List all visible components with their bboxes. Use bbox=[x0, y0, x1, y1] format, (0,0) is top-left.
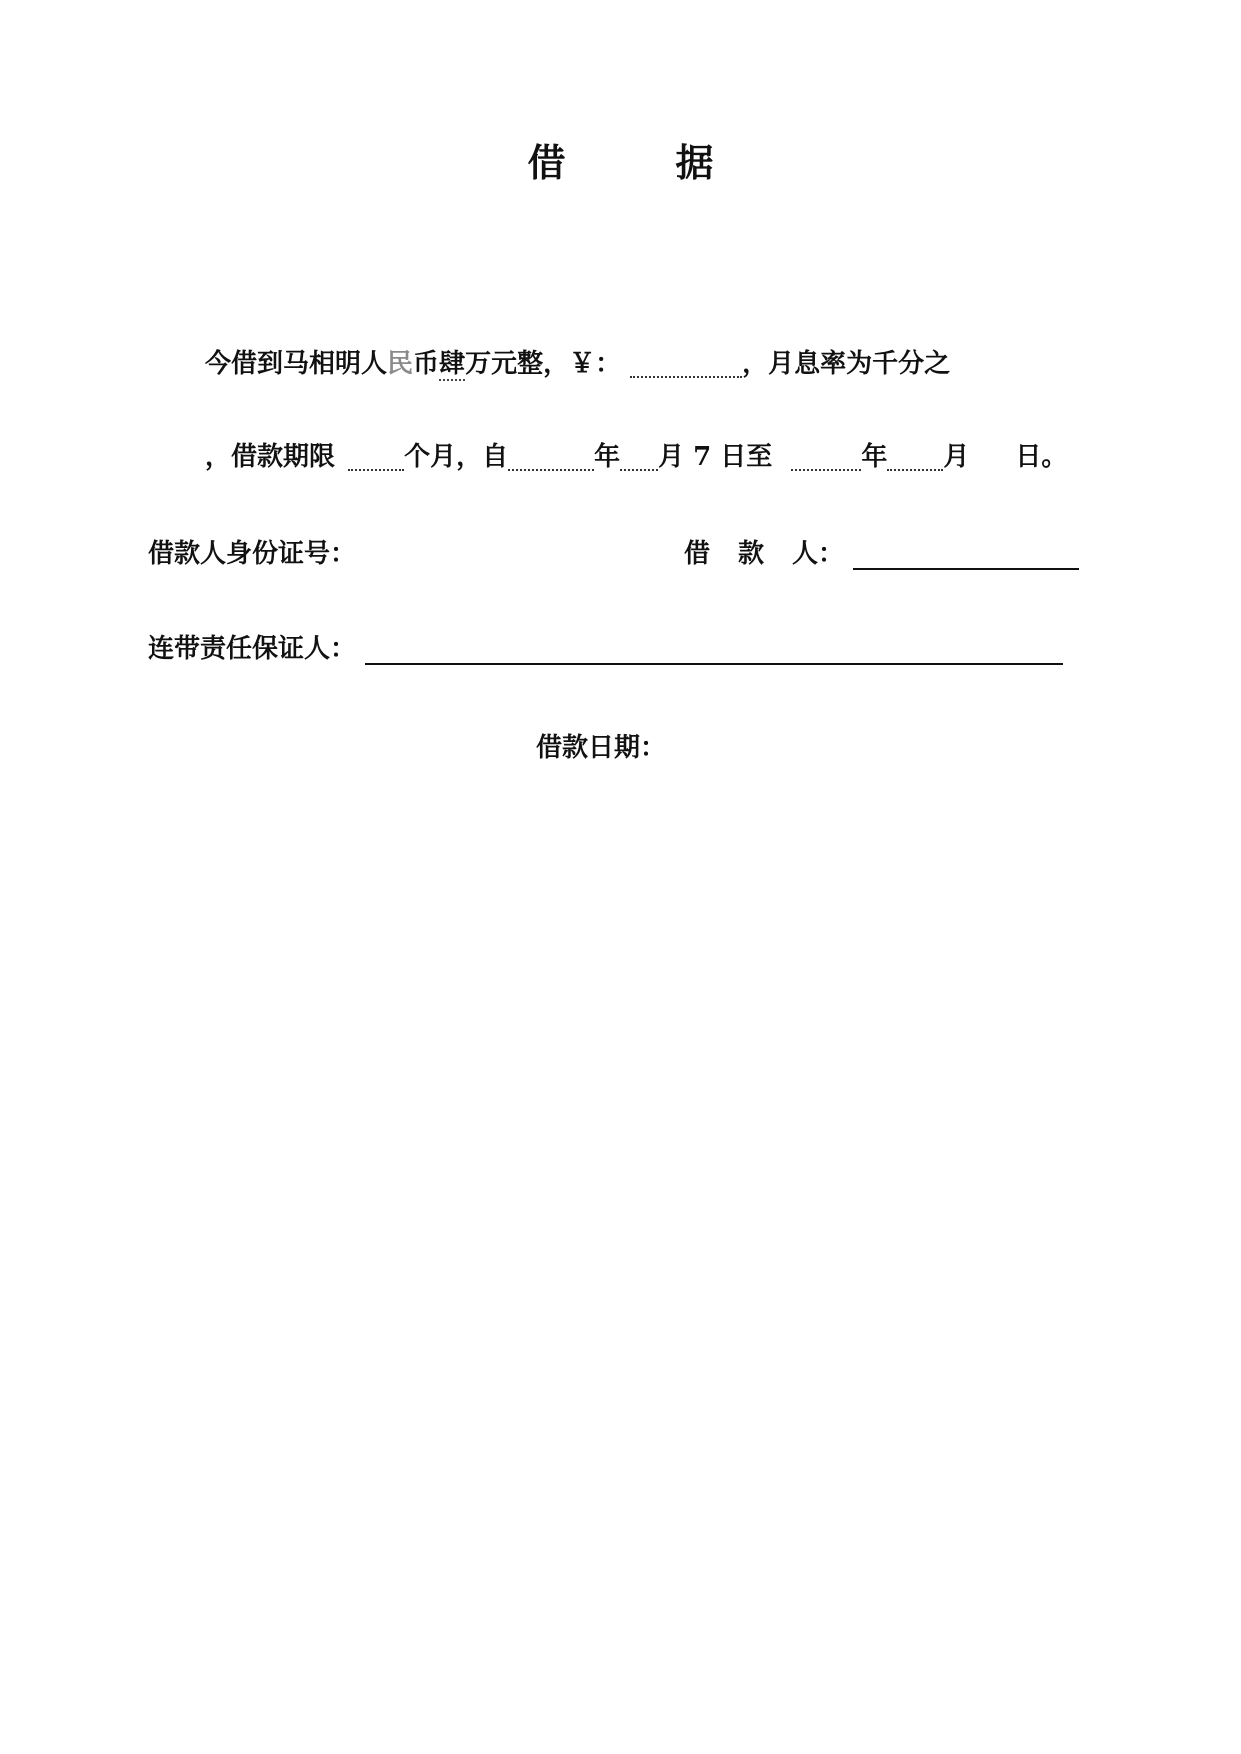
loan-statement-line-2 bbox=[205, 440, 1067, 474]
end-year-blank[interactable] bbox=[791, 441, 861, 471]
term-months-blank[interactable] bbox=[348, 441, 404, 471]
loan-text-month-2: 月 bbox=[943, 442, 970, 472]
title-char-left: 借 bbox=[527, 141, 566, 185]
borrower-signature-line[interactable] bbox=[853, 540, 1079, 570]
borrower-label-char-1: 借 bbox=[684, 539, 711, 569]
loan-date-label: 借款日期： bbox=[536, 733, 667, 763]
loan-text-amount: 万元整，￥： bbox=[465, 349, 622, 379]
start-month-blank[interactable] bbox=[620, 441, 658, 471]
start-year-blank[interactable] bbox=[508, 441, 594, 471]
borrower-id-label: 借款人身份证号： bbox=[148, 539, 357, 569]
loan-text-lender: 今借到马相明人 bbox=[205, 349, 388, 379]
loan-text-amount-char: 肆 bbox=[439, 349, 466, 379]
loan-text-month-day: 月 7 日至 bbox=[658, 442, 773, 472]
borrower-label-char-3: 人： bbox=[792, 539, 845, 569]
guarantor-row bbox=[148, 632, 1063, 666]
loan-text-year-1: 年 bbox=[594, 442, 621, 472]
title-char-right: 据 bbox=[675, 141, 714, 185]
loan-text-currency-char-2: 币 bbox=[413, 349, 440, 379]
loan-text-currency-char: 民 bbox=[387, 349, 414, 379]
end-month-blank[interactable] bbox=[887, 441, 943, 471]
loan-term-label: ，借款期限 bbox=[205, 442, 336, 472]
borrower-signature-row bbox=[684, 537, 1079, 571]
loan-text-from: 个月，自 bbox=[404, 442, 509, 472]
document-title bbox=[0, 140, 1241, 186]
borrower-label-char-2: 款 bbox=[738, 539, 765, 569]
loan-text-day-end: 日。 bbox=[1015, 442, 1068, 472]
guarantor-signature-line[interactable] bbox=[365, 635, 1063, 665]
amount-blank[interactable] bbox=[630, 348, 742, 378]
loan-text-year-2: 年 bbox=[861, 442, 888, 472]
guarantor-label: 连带责任保证人： bbox=[148, 634, 357, 664]
loan-text-interest: ，月息率为千分之 bbox=[742, 349, 951, 379]
loan-statement-line-1 bbox=[205, 347, 950, 381]
